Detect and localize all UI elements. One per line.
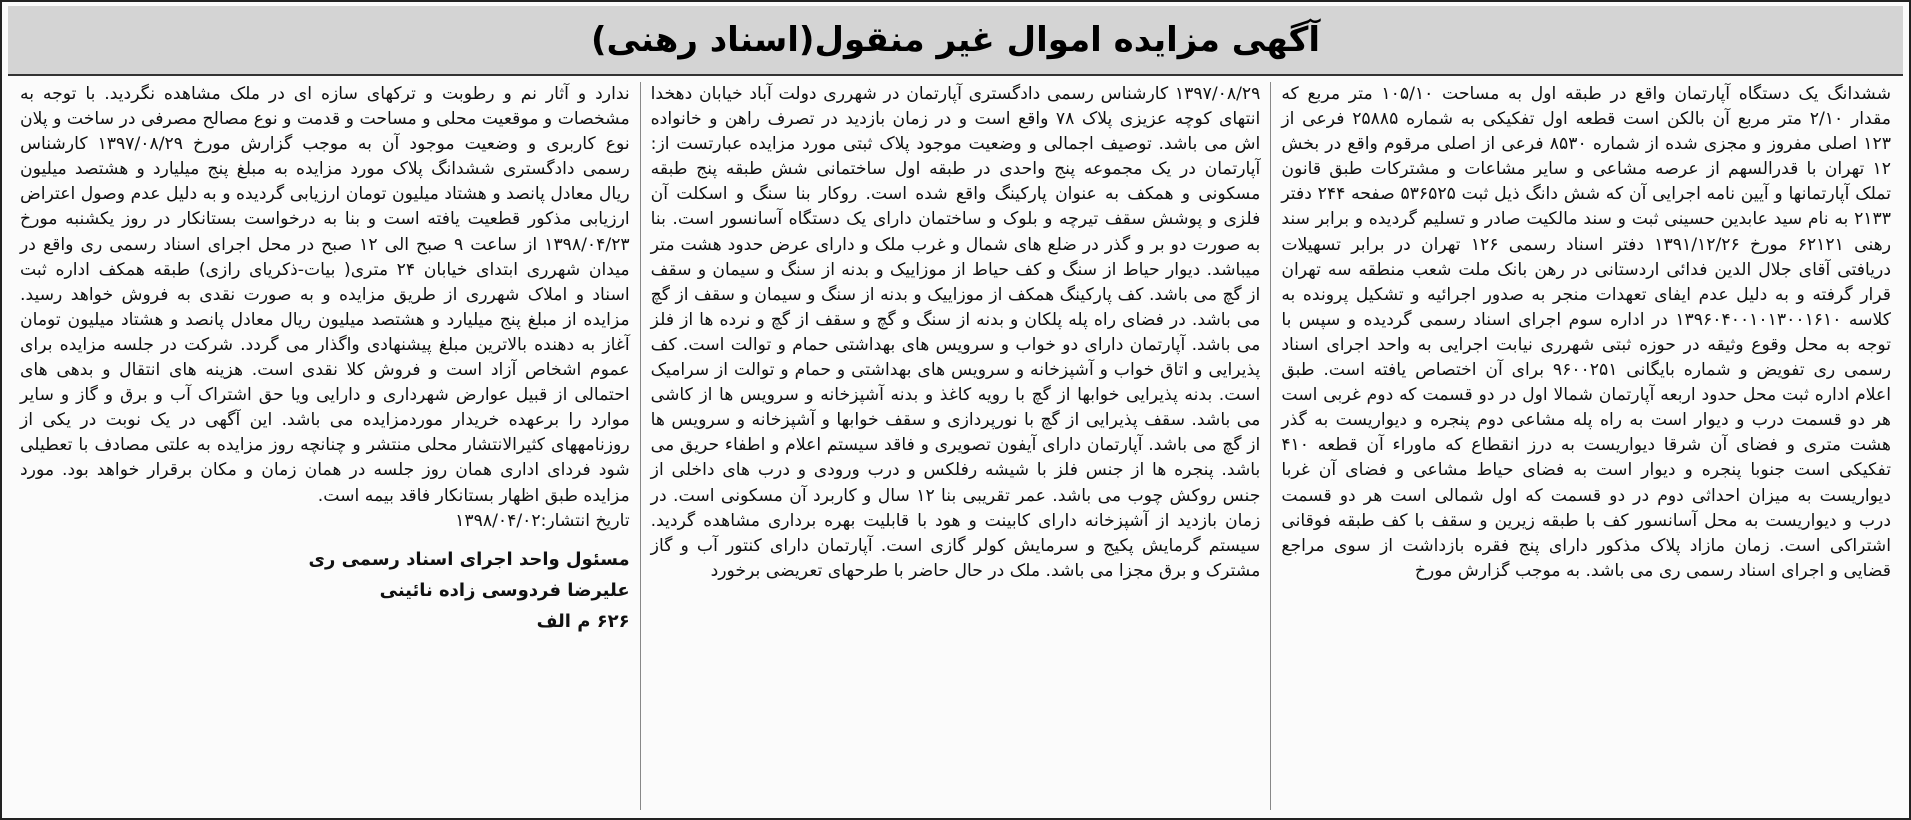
- column-middle: [641, 82, 1272, 810]
- signature-block: [20, 544, 630, 637]
- signature-name: علیرضا فردوسی زاده نائینی: [379, 579, 630, 601]
- text-columns: [10, 82, 1901, 810]
- signature-office: مسئول واحد اجرای اسناد رسمی ری: [308, 548, 630, 570]
- publication-date: تاریخ انتشار:۱۳۹۸/۰۴/۰۲: [455, 510, 630, 531]
- column-text: ندارد و آثار نم و رطوبت و ترکهای سازه ای در ملک مشاهده نگردید. با توجه به مشخصات و موقعیت محلی و مساحت و قدمت و نوع مصالح مصرفی در ساخت و پلان نوع کاربری و وضعیت موجود آن به موجب گزارش مورخ ۱۳۹۷/۰۸/۲۹ کارشناس رسمی دادگستری ششدانگ پلاک مورد مزایده به مبلغ پنج میلیارد و هشتصد میلیون ریال معادل پانصد و هشتاد میلیون تومان ارزیابی گردیده و به دلیل عدم وصول اعتراض ارزیابی مذکور قطعیت یافته است و بنا به درخواست بستانکار در روز یکشنبه مورخ ۱۳۹۸/۰۴/۲۳ از ساعت ۹ صبح الی ۱۲ صبح در محل اجرای اسناد رسمی ری واقع در میدان شهرری ابتدای خیابان ۲۴ متری( بیات-ذکریای رازی) طبقه همکف اداره ثبت اسناد و املاک شهرری از طریق مزایده و به صورت نقدی به فروش خواهد رسید. مزایده از مبلغ پنج میلیارد و هشتصد میلیون ریال معادل پانصد و هشتاد میلیون تومان آغاز به دهنده بالاترین مبلغ پیشنهادی واگذار می گردد. شرکت در جلسه مزایده برای عموم اشخاص آزاد است و فروش کلا نقدی است. هزینه های انتقال و بدهی های احتمالی از قبیل عوارض شهرداری و دارایی ویا حق اشتراک آب و برق و گاز و سایر موارد را برعهده خریدار موردمزایده می باشد. این آگهی در یک نوبت در یکی از روزنامههای کثیرالانتشار محلی منتشر و چنانچه روز مزایده به علتی مصادف با تعطیلی شود فردای اداری همان روز جلسه در همان زمان و مکان برقرار خواهد بود. مورد مزایده طبق اظهار بستانکار فاقد بیمه است.: [19, 84, 630, 506]
- notice-title: آگهی مزایده اموال غیر منقول(اسناد رهنی): [590, 20, 1321, 60]
- column-text: ۱۳۹۷/۰۸/۲۹ کارشناس رسمی دادگستری آپارتمان در شهرری دولت آباد خیابان دهخدا انتهای کوچه عزیزی پلاک ۷۸ واقع است و در زمان بازدید در تصرف راهن و خانواده اش می باشد. توصیف اجمالی و وضعیت موجود پلاک ثبتی مورد مزایده عبارتست از: آپارتمان در یک مجموعه پنج واحدی در طبقه اول ساختمانی شش طبقه پنج طبقه مسکونی و همکف به عنوان پارکینگ واقع شده است. روکار بنا سنگ و اسکلت آن فلزی و پوشش سقف تیرچه و بلوک و ساختمان دارای یک دستگاه آسانسور است. بنا به صورت دو بر و گذر در ضلع های شمال و غرب ملک و دارای عرض حدود هشت متر میباشد. دیوار حیاط از سنگ و کف حیاط از موزاییک و بدنه از سنگ و سیمان و سقف از گچ می باشد. کف پارکینگ همکف از موزاییک و بدنه از سنگ و سیمان و سقف از گچ می باشد. در فضای راه پله پلکان و بدنه از سنگ و گچ و سقف از گچ و نرده ها از فلز می باشد. آپارتمان دارای دو خواب و سرویس های بهداشتی حمام و توالت است. کف پذیرایی و اتاق خواب و آشپزخانه و سرویس های بهداشتی و حمام و توالت از سرامیک است. بدنه پذیرایی خوابها از گچ با رویه کاغذ و بدنه آشپزخانه و سرویس ها از کاشی می باشد. سقف پذیرایی از گچ با نورپردازی و سقف خوابها و آشپزخانه و سرویس ها از گچ می باشد. آپارتمان دارای آیفون تصویری و فاقد سیستم اعلام و اطفاء حریق می باشد. پنجره ها از جنس فلز با شیشه رفلکس و درب ورودی و درب های داخلی از جنس روکش چوب می باشد. عمر تقریبی بنا ۱۲ سال و کاربرد آن مسکونی است. در زمان بازدید از آشپزخانه دارای کابینت و هود با قابلیت بهره برداری مشاهده گردید. سیستم گرمایش پکیج و سرمایش کولر گازی است. آپارتمان دارای کنتور آب و گاز مشترک و برق مجزا می باشد. ملک در حال حاضر با طرحهای تعریضی برخورد: [650, 84, 1261, 581]
- title-bar: [8, 6, 1903, 76]
- signature-code: ۶۲۶ م الف: [536, 610, 630, 632]
- column-left: [10, 82, 641, 810]
- column-text: ششدانگ یک دستگاه آپارتمان واقع در طبقه اول به مساحت ۱۰۵/۱۰ متر مربع که مقدار ۲/۱۰ متر مربع آن بالکن است قطعه اول تفکیکی به شماره ۲۵۸۸۵ فرعی از ۱۲۳ اصلی مفروز و مجزی شده از شماره ۸۵۳۰ فرعی از اصلی مرقوم واقع در بخش ۱۲ تهران با قدرالسهم از عرصه مشاعی و سایر مشاعات و مشترکات طبق قانون تملک آپارتمانها و آیین نامه اجرایی آن که شش دانگ ذیل ثبت ۵۳۶۵۲۵ صفحه ۲۴۴ دفتر ۲۱۳۳ به نام سید عابدین حسینی ثبت و سند مالکیت صادر و تسلیم گردیده و برابر سند رهنی ۶۲۱۲۱ مورخ ۱۳۹۱/۱۲/۲۶ دفتر اسناد رسمی ۱۲۶ تهران در برابر تسهیلات دریافتی آقای جلال الدین فدائی اردستانی در رهن بانک ملت شعب منطقه سه تهران قرار گرفته و به دلیل عدم ایفای تعهدات منجر به صدور اجرائیه و تشکیل پرونده به کلاسه ۱۳۹۶۰۴۰۰۱۰۱۳۰۰۱۶۱۰ در اداره سوم اجرای اسناد رسمی گردیده و سپس با توجه به محل وقوع وثیقه در حوزه ثبتی شهرری نیابت اجرایی به واحد اجرای اسناد رسمی ری تفویض و شماره بایگانی ۹۶۰۰۲۵۱ برای آن اختصاص یافته است. طبق اعلام اداره ثبت محل حدود اربعه آپارتمان شمالا اول در دو قسمت که دوم غربی است هر دو قسمت درب و دیوار است به راه پله مشاعی دوم پنجره و دیواریست به گذر هشت متری و فضای آن شرقا دیواریست به درز انقطاع که ماوراء آن قطعه ۴۱۰ تفکیکی است جنوبا پنجره و دیوار است به فضای حیاط مشاعی و فضای آن غربا دیواریست به میزان احداثی دوم در دو قسمت که اول شمالی است هر دو قسمت درب و دیواریست به محل آسانسور کف با طبقه زیرین و سقف با کف طبقه فوقانی اشتراکی است. زمان مازاد پلاک مذکور دارای پنج فقره بازداشت از سوی مراجع قضایی و اجرای اسناد رسمی ری می باشد. به موجب گزارش مورخ: [1281, 84, 1891, 581]
- column-right: [1271, 82, 1901, 810]
